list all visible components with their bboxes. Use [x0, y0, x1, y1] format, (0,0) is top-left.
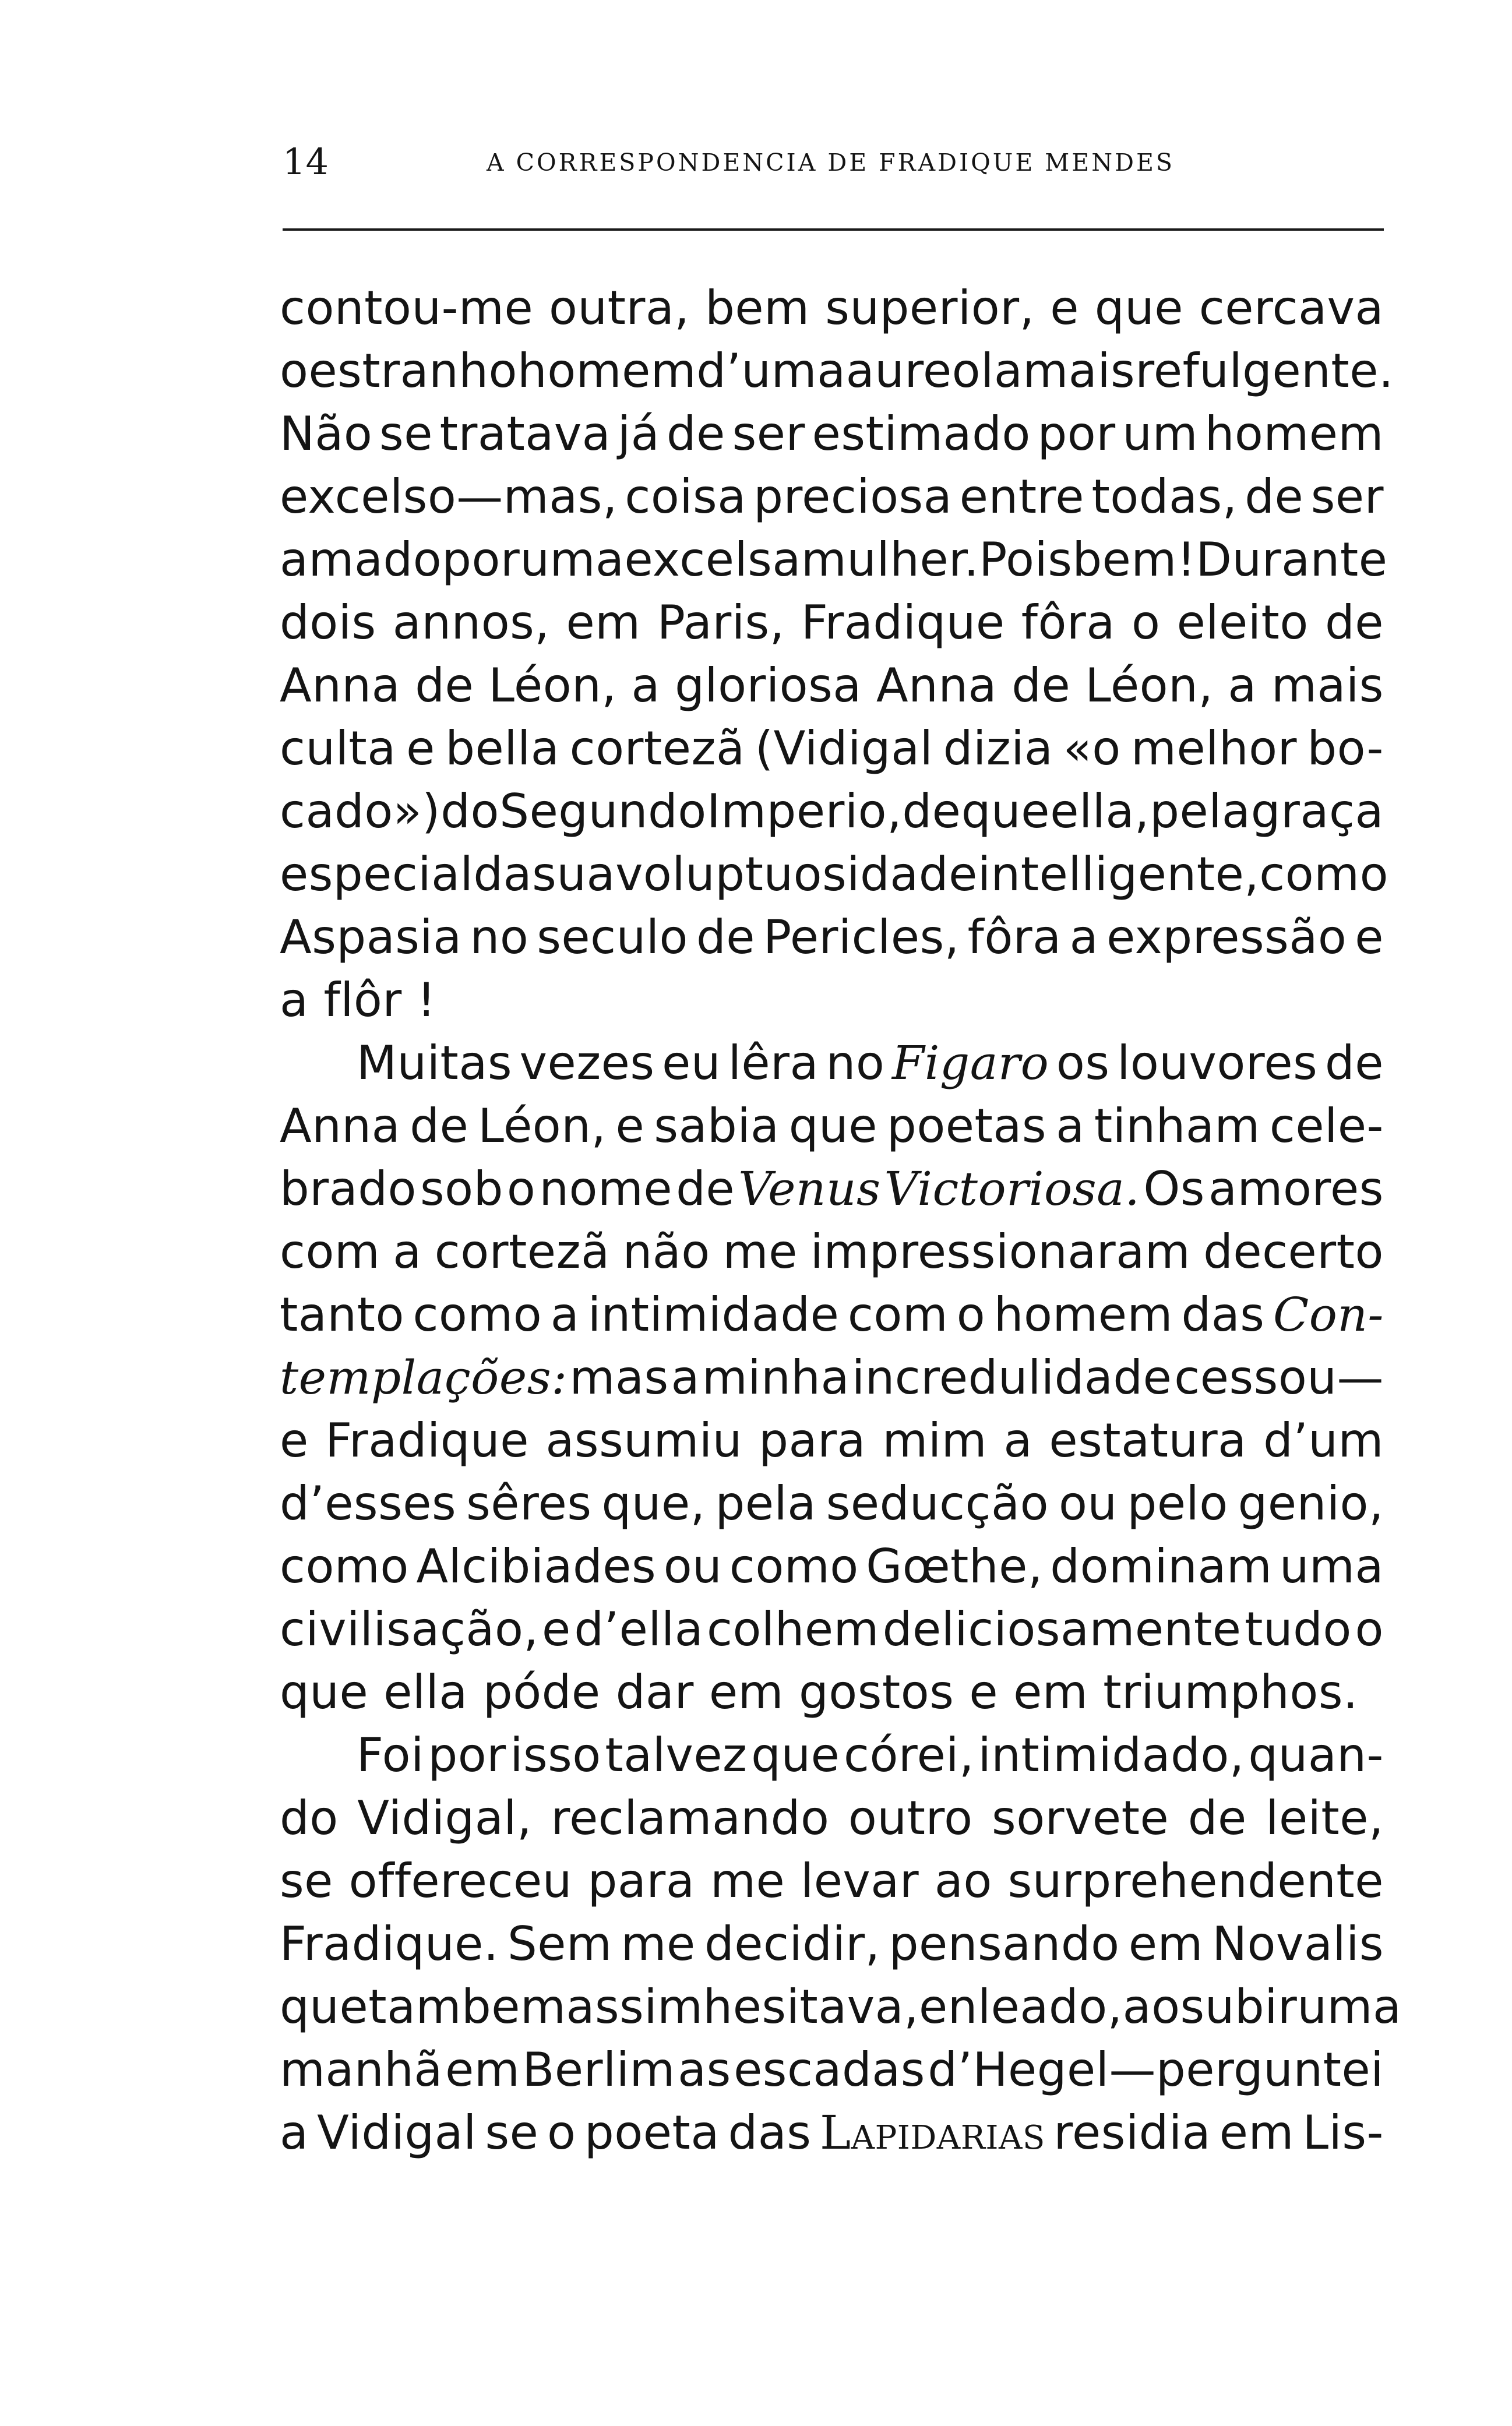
running-title: A CORRESPONDENCIA DE FRADIQUE MENDES [487, 149, 1175, 177]
text-line: com a cortezã não me impressionaram decerto [280, 1225, 1384, 1279]
text-line: tanto como a intimidade com o homem das Con- [280, 1288, 1384, 1342]
text-line: como Alcibiades ou como Gœthe, dominam uma [280, 1539, 1384, 1593]
body-text [280, 277, 1402, 2164]
text-line: que tambem assim hesitava, enleado, ao subir uma [280, 1980, 1402, 2034]
text-line: templações: mas a minha incredulidade cessou— [280, 1350, 1384, 1405]
text-line: dois annos, em Paris, Fradique fôra o eleito de [280, 595, 1384, 650]
text-line: e Fradique assumiu para mim a estatura d’um [280, 1413, 1384, 1468]
text-line: especial da sua voluptuosidade intelligente, como [280, 847, 1389, 901]
text-line: culta e bella cortezã (Vidigal dizia «o melhor bo- [280, 721, 1384, 775]
text-line: a Vidigal se o poeta das Lapidarias residia em Lis- [280, 2106, 1384, 2160]
text-line: excelso—mas, coisa preciosa entre todas, de ser [280, 470, 1384, 524]
page-header [283, 139, 1384, 185]
text-line: que ella póde dar em gostos e em triumphos. [280, 1665, 1358, 1719]
text-line: se offereceu para me levar ao surprehendente [280, 1854, 1384, 1908]
text-line: civilisação, e d’ella colhem deliciosamente tudo o [280, 1602, 1384, 1656]
text-line: Não se tratava já de ser estimado por um homem [280, 407, 1384, 461]
text-line: Anna de Léon, e sabia que poetas a tinham cele- [280, 1099, 1384, 1153]
text-line: Fradique. Sem me decidir, pensando em Novalis [280, 1917, 1384, 1971]
text-line: do Vidigal, reclamando outro sorvete de leite, [280, 1791, 1384, 1845]
header-rule [283, 228, 1384, 231]
text-line: Anna de Léon, a gloriosa Anna de Léon, a mais [280, 658, 1384, 713]
text-line: Muitas vezes eu lêra no Figaro os louvores de [357, 1036, 1384, 1090]
text-line: o estranho homem d’uma aureola mais refulgente. [280, 344, 1394, 398]
page-number: 14 [283, 140, 329, 183]
text-line: brado sob o nome de Venus Victoriosa. Os amores [280, 1162, 1384, 1216]
text-line: a flôr ! [280, 973, 436, 1027]
text-line: manhã em Berlim as escadas d’Hegel—perguntei [280, 2043, 1384, 2097]
text-line: amado por uma excelsa mulher. Pois bem ! Durante [280, 533, 1388, 587]
text-line: Foi por isso talvez que córei, intimidado, quan- [357, 1728, 1384, 1782]
text-line: contou-me outra, bem superior, e que cercava [280, 281, 1384, 335]
text-line: Aspasia no seculo de Pericles, fôra a expressão e [280, 910, 1384, 964]
text-line: cado») do Segundo Imperio, de que ella, pela graça [280, 784, 1384, 838]
text-line: d’esses sêres que, pela seducção ou pelo genio, [280, 1476, 1384, 1531]
